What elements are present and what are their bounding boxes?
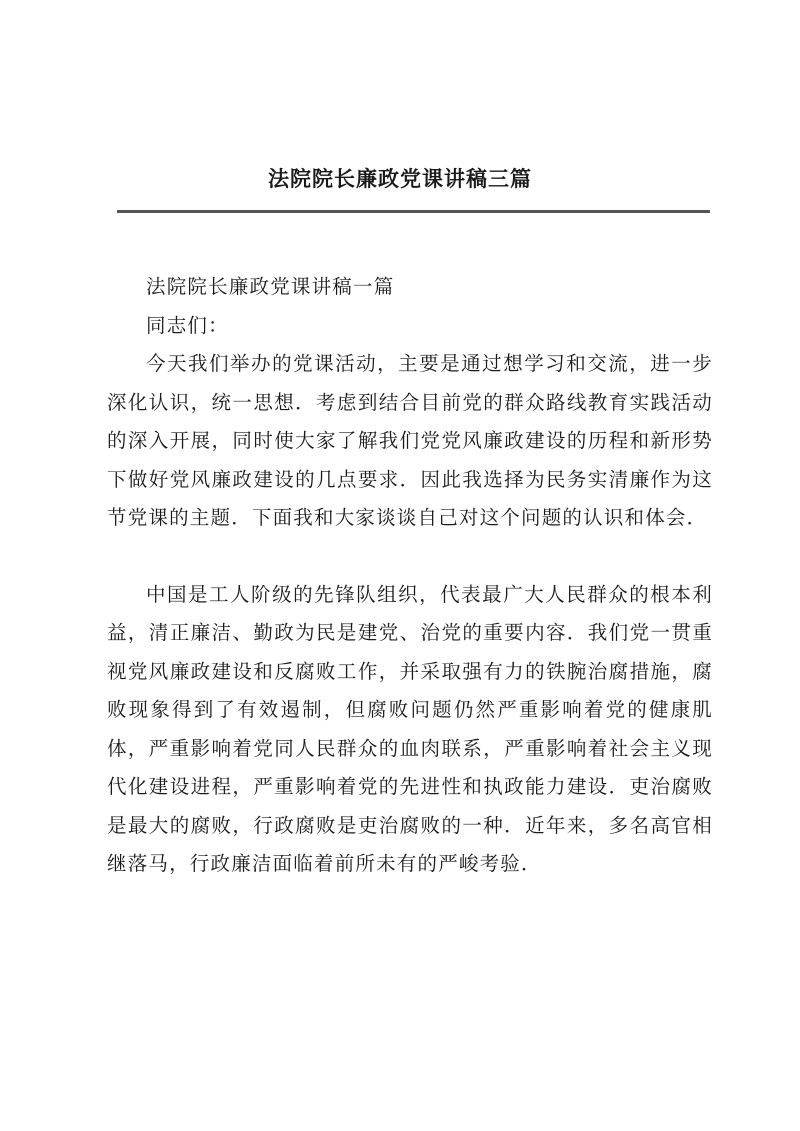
title-divider bbox=[117, 210, 710, 213]
section-heading: 法院院长廉政党课讲稿一篇 bbox=[146, 275, 395, 298]
page-title: 法院院长廉政党课讲稿三篇 bbox=[268, 166, 532, 191]
body-paragraph: 中国是工人阶级的先锋队组织，代表最广大人民群众的根本利益，清正廉洁、勤政为民是建党、治党的重要内容．我们党一贯重视党风廉政建设和反腐败工作，并采取强有力的铁腕治腐措施，腐败现象得到了有效遏制，但腐败问题仍然严重影响着党的健康肌体，严重影响着党同人民群众的血肉联系，严重影响着社会主义现代化建设进程，严重影响着党的先进性和执政能力建设．吏治腐败是最大的腐败，行政腐败是吏治腐败的一种．近年来，多名高官相继落马，行政廉洁面临着前所未有的严峻考验． bbox=[107, 582, 713, 875]
document-body bbox=[107, 268, 713, 884]
body-paragraph: 今天我们举办的党课活动，主要是通过想学习和交流，进一步深化认识，统一思想．考虑到结合目前党的群众路线教育实践活动的深入开展，同时使大家了解我们党党风廉政建设的历程和新形势下做好党风廉政建设的几点要求．因此我选择为民务实清廉作为这节党课的主题．下面我和大家谈谈自己对这个问题的认识和体会． bbox=[107, 352, 713, 529]
salutation: 同志们： bbox=[146, 313, 229, 337]
